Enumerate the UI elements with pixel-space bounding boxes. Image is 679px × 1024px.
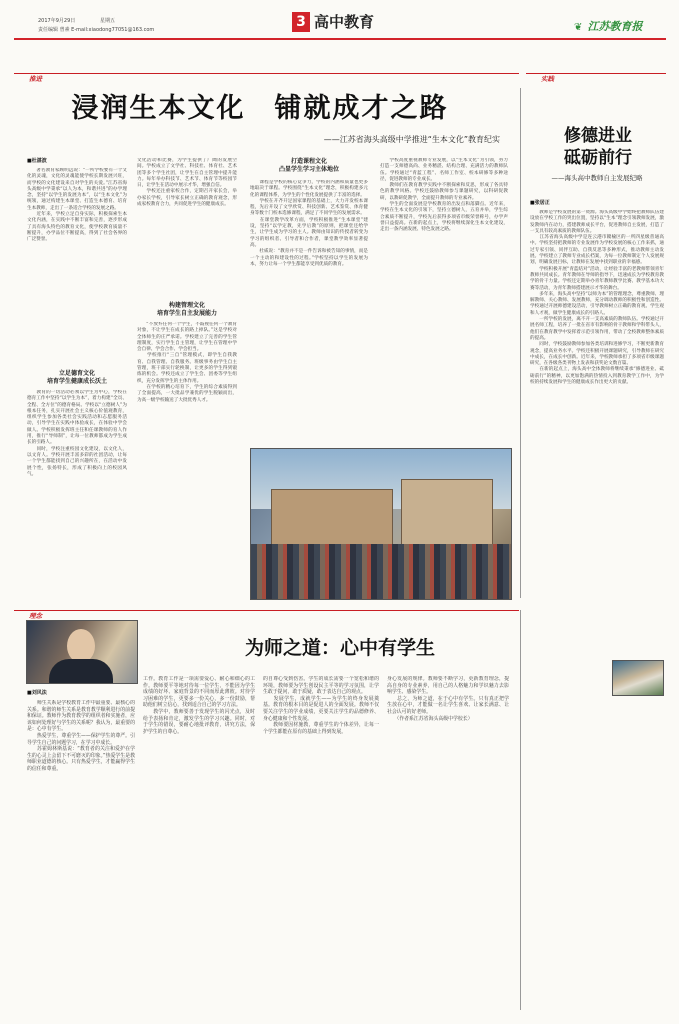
main-col-1-subhead: 立足德育文化 培育学生健康成长沃土 <box>46 370 107 385</box>
section-tag-label: 理念 <box>29 612 42 620</box>
main-col-2-subhead: 构建管理文化 培育学生自主发展能力 <box>156 302 217 317</box>
main-col-4: 学校高度重视教师专业发展，以“生本文化”为引领，努力打造一支师德高尚、业务精湛、结构合理、充满活力的教师队伍。学校通过“青蓝工程”、名师工作室、校本研修等多种途径，促进教师的专业成长。 教师们在教育教学实践中不断探索和反思，形成了各具特色的教学风格。学校还鼓励教师参与课题研究，以科研促教研，以教研促教学，全面提升教师的专业素养。 学生的全面发展是学校教育的出发点和落脚点。近年来，学校在生本文化的引领下，坚持立德树人，五育并举，学生综合素质不断提升，学校先后获得多项省市级荣誉称号，办学声誉日益提高。在新的起点上，学校将继续深化生本文化建设，走出一条内涵发展、特色发展之路。 <box>380 158 508 233</box>
bottom-byline: ■刘风法 <box>27 690 47 696</box>
editor-line: 责任编辑 曾素 E-mail:xiaodong77051@163.com <box>38 27 155 33</box>
main-byline: ■杜湛波 <box>27 158 47 164</box>
bottom-col-4: 身心发展的规律。教师要不断学习，更新教育理念，提高自身的专业素养，用自己的人格魅力和学识魅力去影响学生、感染学生。 总之，为师之道，在于心中有学生。只有真正把学生放在心中，才能做一名让学生喜欢、让家长满意、让社会认可的好老师。 （作者系江苏省海头高级中学校长） <box>387 676 509 722</box>
photo-building <box>271 489 393 551</box>
issue-date: 2017年9月29日 <box>38 18 76 24</box>
main-col-2b: “不放弃任何一个学生，不歧视任何一个教育对象，不让学生在成长的路上掉队。”这是学校对全体师生的庄严承诺。学校建立了完善的学生管理制度，实行学生自主管理，让学生在管理中学会自律、学会合作、学会担当。 学校推行“三自”管理模式，即学生自我教育、自我管理、自我服务。班级事务由学生自主管理，班干部实行轮换制，让更多的学生得到锻炼的机会。学校还成立了学生会、团委等学生组织，充分发挥学生的主体作用。 在学校的精心培育下，学生的综合素质得到了全面提高，一大批品学兼优的学生脱颖而出，为高一级学校输送了大批优秀人才。 <box>137 322 237 403</box>
section-tag-shijian <box>526 73 666 84</box>
newspaper-logo: ❦ 江苏教育报 <box>574 20 643 33</box>
portrait-suit <box>49 659 113 684</box>
section-tag-label: 实践 <box>541 75 554 83</box>
main-subheadline: ——江苏省海头高级中学推进“生本文化”教育纪实 <box>323 135 500 144</box>
photo-crowd <box>251 544 511 599</box>
main-headline: 浸润生本文化 铺就成才之路 <box>71 93 449 124</box>
right-body: 教师是学校发展的第一资源。海头高级中学始终把教师队伍建设放在学校工作的突出位置，坚持以“生本”理念引领教师发展，激发教师内在动力，搭建教师成长平台，促进教师自主发展，打造了一支具有较高素质的教师队伍。 江苏省海头高级中学是连云港市赣榆区的一所四星级普通高中。学校坚持把教师的专业发展作为学校发展的核心工作来抓，通过专家引领、同伴互助、自我反思等多种形式，推动教师主动发展。学校建立了教师专业成长档案，为每一位教师制定个人发展规划，明确发展目标，让教师在发展中找到职业的幸福感。 学校积极开展“青蓝结对”活动，让经验丰富的老教师带领青年教师共同成长。青年教师在导师的指导下，迅速成长为学校教育教学的骨干力量。学校还定期举办青年教师教学比赛、教学基本功大赛等活动，为青年教师搭建展示才华的舞台。 多年来，海头高中坚持“以师为本”的管理理念，尊重教师、理解教师、关心教师、发展教师，充分调动教师的积极性和创造性。学校通过开展师德建设活动，引导教师树立正确的教育观、学生观和人才观，做学生健康成长的引路人。 一所学校的发展，离不开一支高素质的教师队伍。学校通过开展名师工程，培养了一批在省市有影响的骨干教师和学科带头人，他们在教育教学中发挥着示范引领作用，带动了全校教师整体素质的提高。 同时，学校鼓励教师参加各类培训和进修学习，不断更新教育观念，提高业务水平。学校还积极开展课题研究，引导教师在研究中成长，在成长中创新。近年来，学校教师承担了多项省市级课题研究，在各级各类刊物上发表和获奖论文数百篇。 在新的起点上，海头高中全体教师将继续秉承“修德进业、砥砺前行”的精神，以更加饱满的热情投入到教育教学工作中，为学校的持续发展和学生的健康成长作出更大的贡献。 <box>530 210 664 386</box>
main-article-photo <box>250 448 512 600</box>
page-number-badge: 3 <box>292 12 310 32</box>
main-col-1b: 教育的一切活动必须以学生为中心，学校在德育工作中坚持“以学生为本”，着力构建“全员、全程、全方位”的德育格局。学校以“立德树人”为根本任务，扎实开展社会主义核心价值观教育，组织学生参加各类社会实践活动和志愿服务活动，引导学生在实践中体验成长，在体验中学会做人。学校积极发挥班主任和任课教师的育人作用，推行“导师制”，让每一位教师都成为学生成长的引路人。 同时，学校注重校园文化建设，以文化人，以文育人。学校开展丰富多彩的社团活动，让每一个学生都能找到自己的兴趣所在，在活动中发展个性，张扬特长，形成了积极向上的校园风气。 <box>27 390 127 477</box>
section-tag-tuijin <box>14 73 519 84</box>
leaf-icon: ❦ <box>574 22 583 33</box>
photo-building-2 <box>401 479 493 551</box>
bottom-col-1: 师生关系是学校教育工作中最重要、最核心的关系。和谐的师生关系是教育教学顺利进行的前提和保证。教师作为教育教学的组织者和实施者，应该如何处理好与学生的关系呢？我认为，最重要的是：心中有学生。 热爱学生，尊重学生——保护学生的尊严。引导学生自己的问题学习，在学习中成长。 苏霍姆林斯基说：“教育者的关注和爱护在学生的心灵上会留下不可磨灭的印象。”热爱学生是教师职业道德的核心。只有热爱学生，才能赢得学生的信任和尊重。 <box>27 700 135 772</box>
right-article-photo <box>612 660 664 696</box>
portrait-photo <box>26 620 138 684</box>
column-divider <box>520 610 521 1010</box>
column-divider <box>520 88 521 598</box>
main-col-2: 文化活动和比赛，为学生提供了广阔的发展空间。学校成立了文学社、科技社、体育社、艺术团等多个学生社团，让学生在自主管理中提升能力。每年举办科技节、艺术节、体育节等校园节日，让学生在活动中展示才华，增强自信。 学校还注重家校合作，定期召开家长会，举办家长学校，引导家长树立正确的教育观念，形成家校教育合力，共同促进学生的健康成长。 <box>137 158 237 208</box>
header-rule <box>14 38 666 40</box>
main-col-3: 课程是学校的核心竞争力，学校的内涵和质量也更多地取决于课程。学校围绕“生本文化”理念，积极构建多元化的课程体系，为学生的个性化发展提供了丰富的选择。 学校在开齐开足国家课程的基础上，大力开发校本课程，先后开设了文学欣赏、科技创新、艺术鉴赏、体育健身等数十门校本选修课程，满足了不同学生的发展需求。 在课堂教学改革方面，学校积极推进“生本课堂”建设，坚持“以学定教，先学后教”的原则，把课堂还给学生，让学生成为学习的主人。教师由知识的传授者转变为学习的组织者、引导者和合作者，课堂教学效率显著提高。 杜威说：“教育并不是一件告诉和被告知的事情，而是一个主动的和建设性的过程。”学校坚持以学生的发展为本，努力让每一个学生都能享受到优质的教育。 <box>250 180 368 267</box>
bottom-col-3: 的自尊心受到伤害。学生的成长需要一个宽松和谐的环境，教师要为学生创设民主平等的学习氛围，让学生敢于提问，敢于质疑，敢于表达自己的观点。 发展学生，成就学生——为学生的终身发展奠基。教育的根本目的是促进人的全面发展。教师不仅要关注学生的学业成绩，更要关注学生的品德修养、身心健康和个性发展。 教师要因材施教，尊重学生的个体差异，让每一个学生都能在原有的基础上得到发展。 <box>263 676 379 735</box>
right-byline: ■张居正 <box>530 200 550 206</box>
bottom-headline: 为师之道：心中有学生 <box>244 637 435 659</box>
portrait-face <box>67 629 95 663</box>
page-header <box>14 12 666 58</box>
section-title: 高中教育 <box>314 13 375 31</box>
right-subheadline: ——海头高中教师自主发展纪略 <box>551 174 643 182</box>
main-col-3-subhead: 打造课程文化 凸显学生学习主体地位 <box>278 158 339 173</box>
right-headline: 修德进业 砥砺前行 <box>564 126 632 168</box>
section-tag-label: 推进 <box>29 75 42 83</box>
issue-weekday: 星期五 <box>100 18 116 24</box>
main-col-1: 著名教育家顾明远说：“一所学校要有一个文化的灵魂，文化的灵魂能使学校长期发展兴旺，而学校的文化建设来自对学生的关爱。”江苏省海头高级中学秉承“以人为本，和谐共进”的办学理念，坚持“以学生的发展为本”，以“生本文化”为统领，通过构建生本课堂、打造生本德育、培育生本教师，走出了一条适合学校的发展之路。 近年来，学校立足自身实际，积极探索生本文化内涵，在实践中不断丰富和完善，逐步形成了具有海头特色的教育文化，使学校教育质量不断提升，办学品位不断提高，得到了社会各界的广泛赞誉。 <box>27 168 127 243</box>
bottom-col-2: 工作。教育工作是一项需要爱心、耐心和细心的工作。教师要平等地对待每一位学生，不能因为学生成绩的好坏、家庭背景的不同而厚此薄彼。对待学习困难的学生，更要多一份关心，多一份鼓励，帮助他们树立信心，找到适合自己的学习方法。 教学中，教师要善于发现学生的闪光点，及时给予表扬和肯定，激发学生的学习兴趣。同时，对于学生的错误，要耐心地批评教育，讲究方法，保护学生的自尊心。 <box>143 676 255 735</box>
